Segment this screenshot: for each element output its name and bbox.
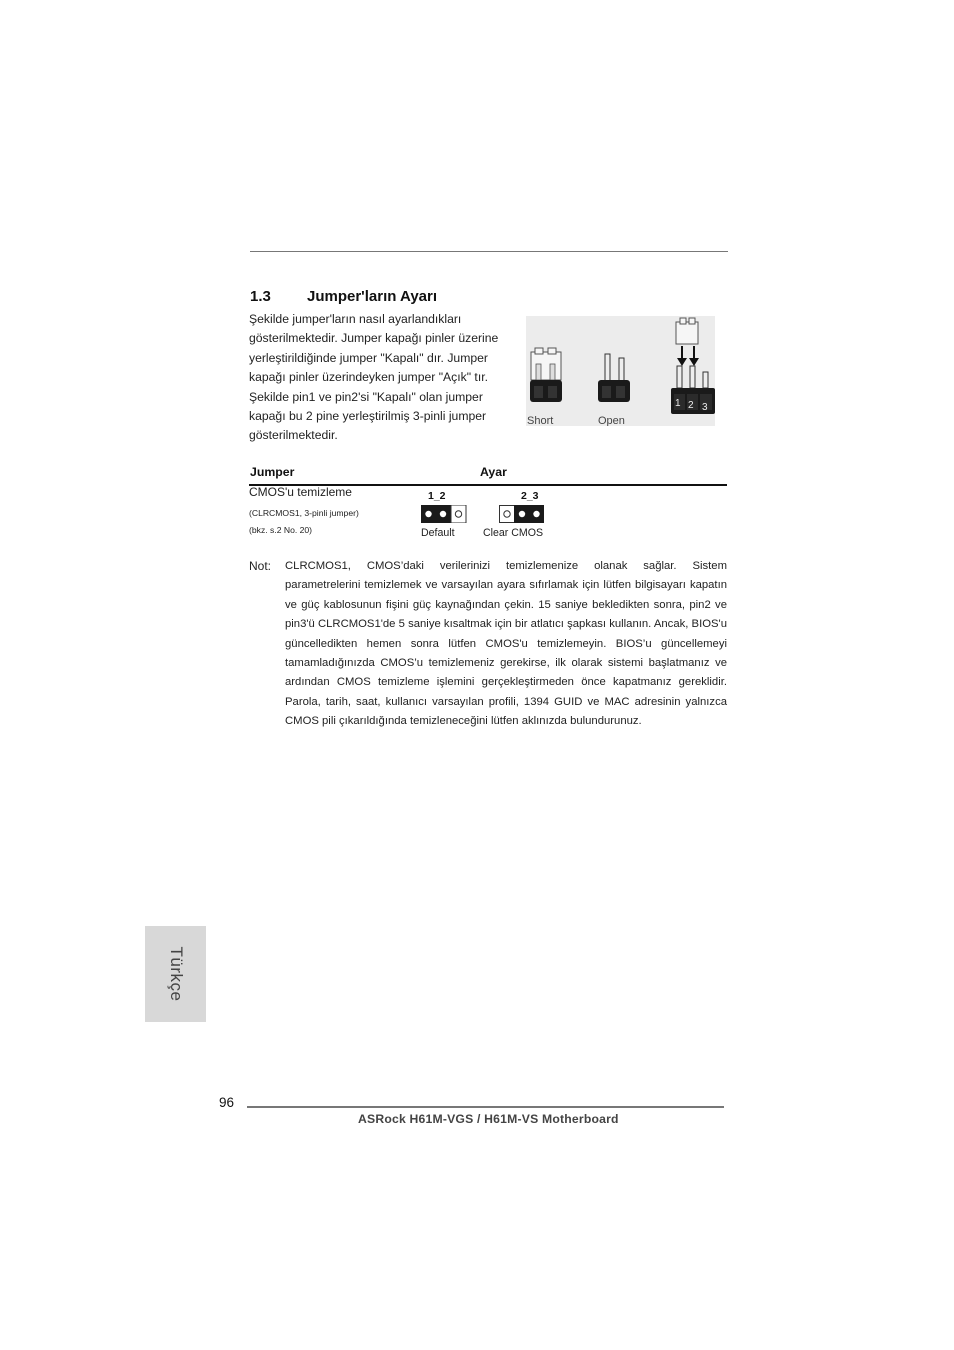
footer-rule <box>247 1106 724 1108</box>
default-pins-label: 1_2 <box>428 490 446 502</box>
table-header-ayar: Ayar <box>480 465 507 479</box>
intro-line: gösterilmektedir. Jumper kapağı pinler üzerine <box>249 331 499 346</box>
note-text: CLRCMOS1, CMOS’daki verilerinizi temizlemenize olanak sağlar. Sistem parametrelerini temizlemek ve varsayılan ayara sıfırlamak için lütfen bilgisayarı kapatın ve güç kablosunun fişini güç kaynağından çekin. 15 saniye bekledikten sonra, pin2 ve pin3'ü CLRCMOS1'de 5 saniye kısaltmak için bir atlatıcı şapkası kullanın. Ancak, BIOS'u güncelledikten hemen sonra lütfen CMOS'u temizlemeyin. BIOS’u güncellemeyi tamamladığınızda CMOS’u temizlemeniz gerekirse, ilk olarak sistemi başlatmanız ve ardından CMOS temizleme işlemini gerçekleştirmeden önce kapatmanız gereklidir. Parola, tarih, saat, kullanıcı varsayılan profili, 1394 GUID ve MAC adresinin yalnızca CMOS pili çıkarıldığında temizleneceğini lütfen aklınızda bulundurunuz. <box>285 560 727 728</box>
section-number: 1.3 <box>250 288 271 305</box>
jumper-subtitle: (CLRCMOS1, 3-pinli jumper) <box>249 508 359 518</box>
section-heading <box>250 288 437 305</box>
footer-product: ASRock H61M-VGS / H61M-VS Motherboard <box>358 1112 619 1126</box>
default-jumper-setting <box>421 505 467 528</box>
language-tab-label: Türkçe <box>166 946 186 1002</box>
open-jumper-illustration <box>598 354 630 402</box>
clear-jumper-setting <box>499 505 545 528</box>
note-label: Not: <box>249 559 272 573</box>
short-label: Short <box>527 415 554 426</box>
clear-cmos-jumper-icon <box>499 505 545 523</box>
table-header-jumper: Jumper <box>250 465 295 479</box>
pin-number-1: 1 <box>675 398 681 409</box>
pin-number-2: 2 <box>688 400 694 411</box>
intro-line: Şekilde jumper'ların nasıl ayarlandıkları <box>249 312 462 326</box>
pin-number-3: 3 <box>702 402 708 413</box>
clear-pins-label: 2_3 <box>521 490 539 502</box>
intro-line: kapağı pinler üzerindeyken jumper "Açık" tır. <box>249 370 488 385</box>
arrow-down-icon <box>677 358 687 366</box>
jumper-diagram-svg <box>526 316 715 426</box>
default-jumper-icon <box>421 505 467 523</box>
open-label: Open <box>598 415 625 426</box>
intro-line: Şekilde pin1 ve pin2'si "Kapalı" olan jumper <box>249 389 483 404</box>
intro-line: gösterilmektedir. <box>249 428 338 443</box>
jumper-reference: (bkz. s.2 No. 20) <box>249 525 313 535</box>
language-tab <box>145 926 206 1022</box>
top-divider <box>250 251 728 252</box>
jumper-name: CMOS'u temizleme <box>249 485 352 499</box>
clear-cmos-caption: Clear CMOS <box>483 527 544 539</box>
intro-line: kapağı bu 2 pine yerleştirilmiş 3-pinli jumper <box>249 409 487 424</box>
section-title: Jumper'ların Ayarı <box>307 288 438 305</box>
jumper-diagram <box>526 316 715 426</box>
intro-line: yerleştirildiğinde jumper "Kapalı" dır. Jumper <box>249 350 488 365</box>
short-jumper-illustration <box>530 348 562 402</box>
page-number: 96 <box>219 1095 235 1110</box>
default-caption: Default <box>421 527 455 539</box>
intro-paragraph <box>249 310 521 446</box>
arrow-down-icon <box>689 358 699 366</box>
